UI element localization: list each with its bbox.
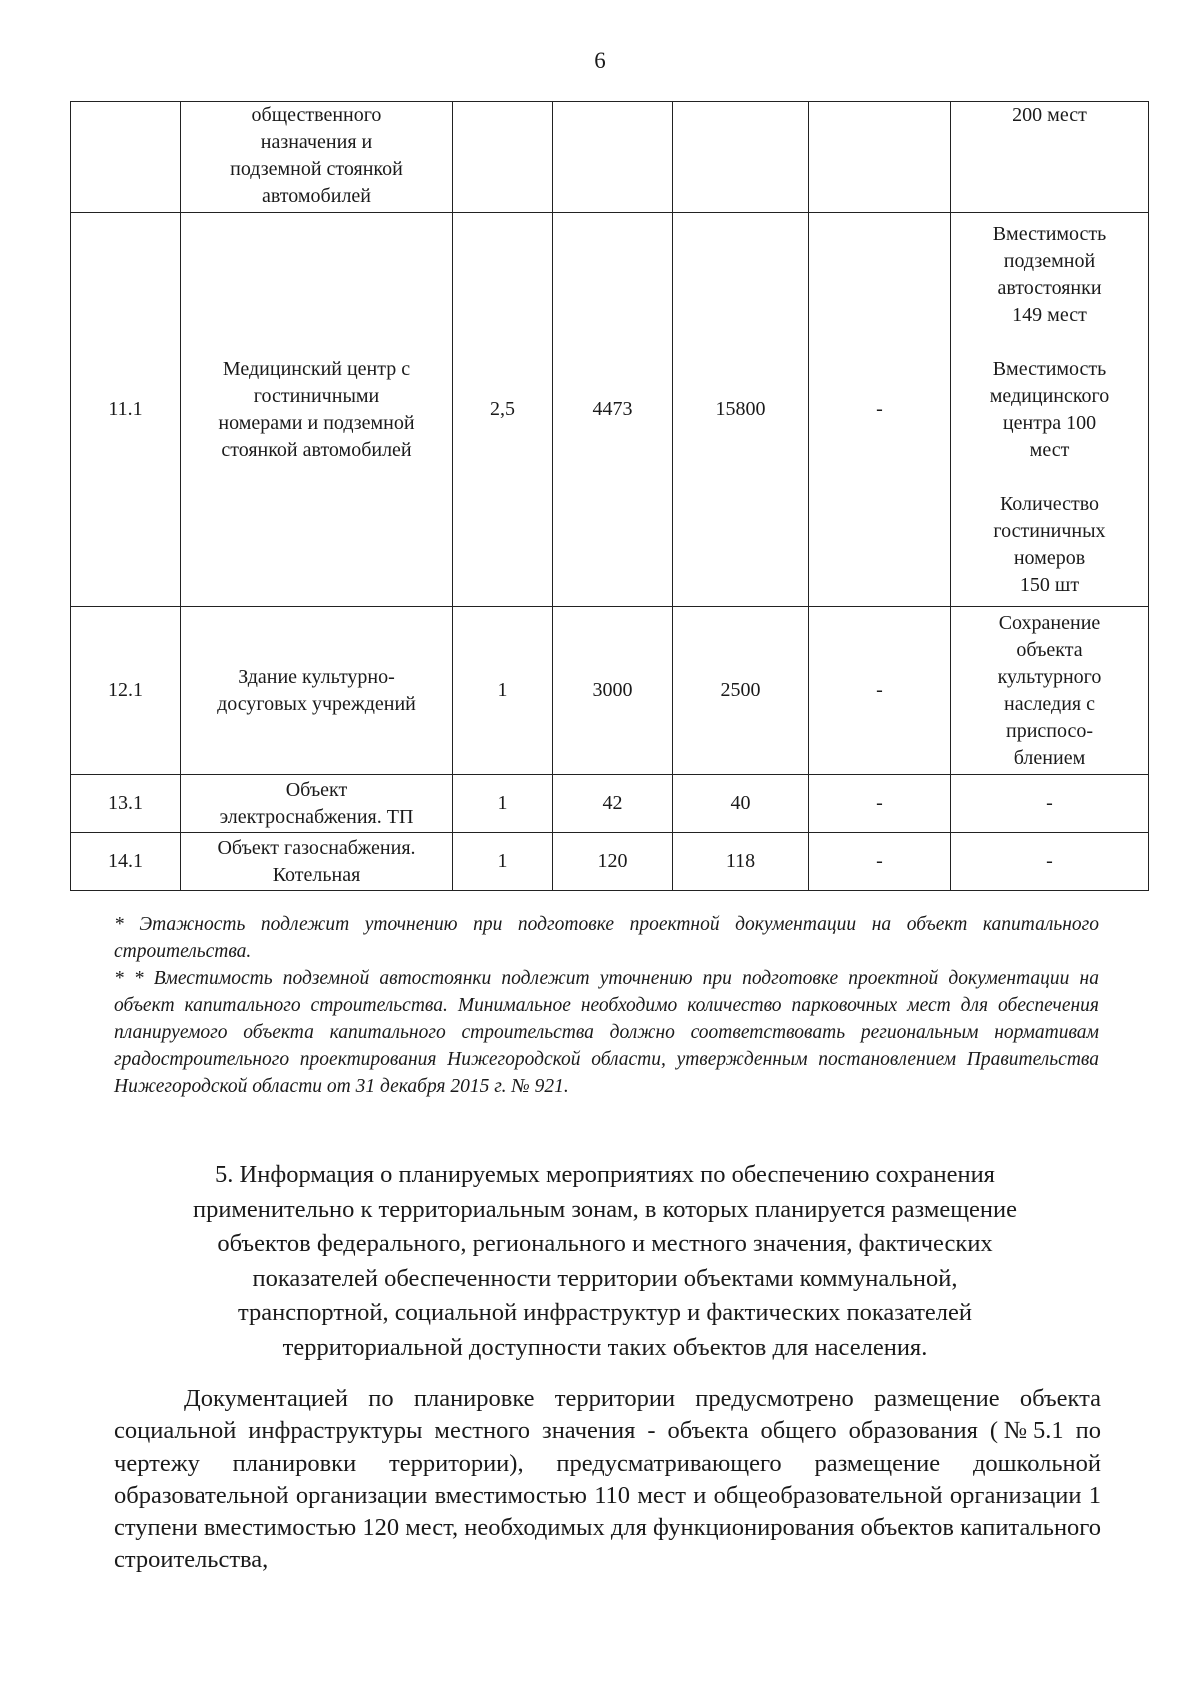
cell-value: 3000 [553, 607, 673, 775]
object-note: - [951, 833, 1149, 891]
cell-value [453, 102, 553, 213]
cell-value: 1 [453, 775, 553, 833]
object-note: - [951, 775, 1149, 833]
cell-value: 40 [673, 775, 809, 833]
page-number: 6 [594, 48, 606, 73]
table-row [71, 775, 1149, 833]
cell-value [809, 102, 951, 213]
cell-value: 15800 [673, 213, 809, 607]
cell-value: - [809, 213, 951, 607]
row-number: 14.1 [71, 833, 181, 891]
table-row [71, 213, 1149, 607]
cell-value: - [809, 833, 951, 891]
cell-value: 118 [673, 833, 809, 891]
cell-value: 4473 [553, 213, 673, 607]
object-name: Объект электроснабжения. ТП [181, 775, 453, 833]
object-note: 200 мест [951, 102, 1149, 213]
cell-value: 2500 [673, 607, 809, 775]
footnote-floors: * Этажность подлежит уточнению при подготовке проектной документации на объект капитального строительства. [114, 914, 1099, 962]
row-number: 12.1 [71, 607, 181, 775]
object-note: Вместимость подземной автостоянки 149 мест Вместимость медицинского центра 100 мест Количество гостиничных номеров 150 шт [951, 213, 1149, 607]
cell-value: - [809, 607, 951, 775]
body-paragraph: Документацией по планировке территории предусмотрено размещение объекта социальной инфраструктуры местного значения - объекта общего образования (№5.1 по чертежу планировки территории), предусматривающего размещение дошкольной образовательной организации вместимостью 110 мест и общеобразовательной организации 1 ступени вместимостью 120 мест, необходимых для функционирования объектов капитального строительства, [114, 1385, 1101, 1574]
cell-value [673, 102, 809, 213]
footnote-parking: * * Вместимость подземной автостоянки подлежит уточнению при подготовке проектной документации на объект капитального строительства. Минимальное необходимо количество парковочных мест для обеспечения планируемого объекта капитального строительства должно соответствовать региональным нормативам градостроительного проектирования Нижегородской области, утвержденным постановлением Правительства Нижегородской области от 31 декабря 2015 г. № 921. [114, 968, 1099, 1097]
cell-value [553, 102, 673, 213]
object-name: Медицинский центр с гостиничными номерами и подземной стоянкой автомобилей [181, 213, 453, 607]
table-row [71, 833, 1149, 891]
object-name: общественного назначения и подземной стоянкой автомобилей [181, 102, 453, 213]
table-row [71, 102, 1149, 213]
cell-value: 1 [453, 833, 553, 891]
footnotes [114, 911, 1099, 1100]
row-number [71, 102, 181, 213]
cell-value: 120 [553, 833, 673, 891]
row-number: 13.1 [71, 775, 181, 833]
cell-value: - [809, 775, 951, 833]
cell-value: 1 [453, 607, 553, 775]
objects-table [70, 101, 1149, 891]
table-row [71, 607, 1149, 775]
object-name: Объект газоснабжения. Котельная [181, 833, 453, 891]
object-name: Здание культурно- досуговых учреждений [181, 607, 453, 775]
object-note: Сохранение объекта культурного наследия с приспосо- блением [951, 607, 1149, 775]
cell-value: 42 [553, 775, 673, 833]
row-number: 11.1 [71, 213, 181, 607]
section-heading: 5. Информация о планируемых мероприятиях по обеспечению сохранения применительно к территориальным зонам, в которых планируется размещение объектов федерального, регионального и местного значения, фактических показателей обеспеченности территории объектами коммунальной, транспортной, социальной инфраструктур и фактических показателей территориальной доступности таких объектов для населения. [192, 1161, 1018, 1361]
cell-value: 2,5 [453, 213, 553, 607]
